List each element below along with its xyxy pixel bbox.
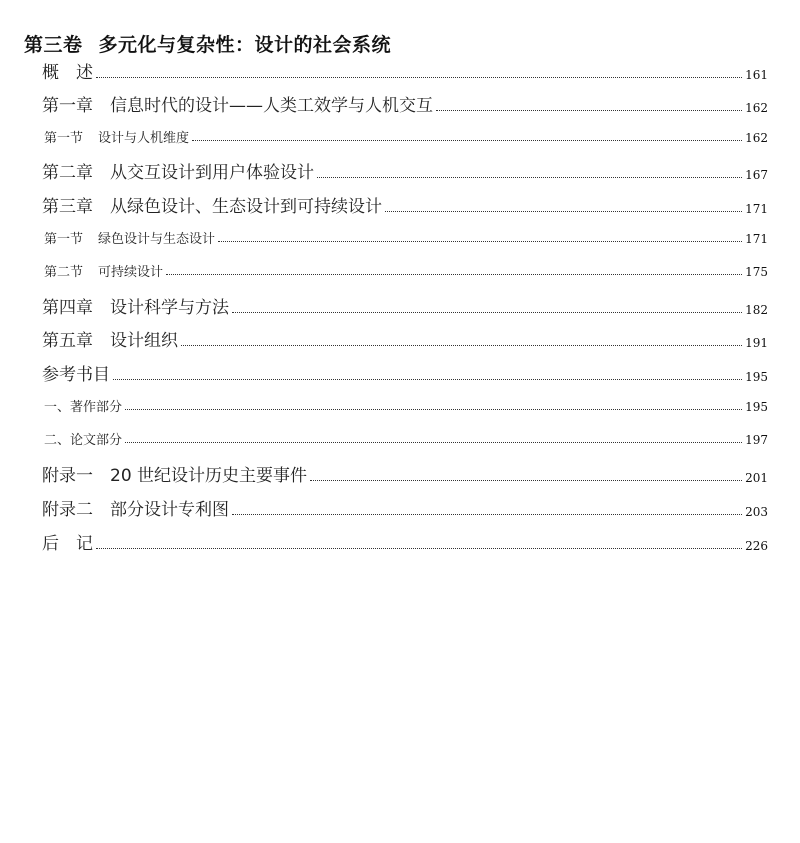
toc-entry-number: 第二章 bbox=[42, 163, 93, 183]
toc-entry-label bbox=[42, 326, 178, 351]
dot-leader bbox=[218, 241, 742, 242]
toc-entry-number: 附录一 bbox=[42, 466, 93, 486]
dot-leader bbox=[232, 514, 742, 515]
toc-entry-number: 第一节 bbox=[44, 232, 84, 247]
toc-entry-label bbox=[42, 192, 382, 217]
toc-entry-page-number: 197 bbox=[745, 433, 768, 447]
toc-entry-number: 第四章 bbox=[42, 298, 93, 318]
toc-entry[interactable] bbox=[44, 429, 768, 448]
toc-entry-page-number: 195 bbox=[745, 400, 768, 414]
toc-entry[interactable] bbox=[44, 228, 768, 247]
toc-entry[interactable] bbox=[42, 360, 768, 385]
toc-entry-title: 20 世纪设计历史主要事件 bbox=[110, 466, 308, 486]
toc-entry-title: 从交互设计到用户体验设计 bbox=[110, 163, 314, 183]
volume-name: 多元化与复杂性：设计的社会系统 bbox=[98, 34, 392, 56]
dot-leader bbox=[113, 379, 742, 380]
dot-leader bbox=[436, 110, 742, 111]
toc-entry-label bbox=[44, 429, 122, 448]
toc-entry[interactable] bbox=[42, 91, 768, 116]
dot-leader bbox=[96, 77, 742, 78]
toc-entry-number: 第三章 bbox=[42, 197, 93, 217]
toc-entry-page-number: 161 bbox=[745, 68, 768, 82]
toc-entry-label bbox=[44, 127, 189, 146]
toc-entry[interactable] bbox=[42, 529, 768, 554]
toc-entry-page-number: 201 bbox=[745, 471, 768, 485]
dot-leader bbox=[125, 442, 742, 443]
toc-entry[interactable] bbox=[42, 326, 768, 351]
dot-leader bbox=[125, 409, 742, 410]
toc-entry-label bbox=[42, 158, 314, 183]
toc-entry-page-number: 171 bbox=[745, 202, 768, 216]
dot-leader bbox=[317, 177, 742, 178]
toc-entry[interactable] bbox=[42, 58, 768, 83]
dot-leader bbox=[232, 312, 742, 313]
dot-leader bbox=[166, 274, 742, 275]
toc-entry[interactable] bbox=[42, 495, 768, 520]
toc-entry-number: 一、著作部分 bbox=[44, 400, 123, 415]
toc-entry-page-number: 175 bbox=[745, 265, 768, 279]
toc-entry-title: 设计组织 bbox=[110, 331, 178, 351]
toc-entry-title: 可持续设计 bbox=[98, 265, 164, 280]
toc-entry[interactable] bbox=[44, 127, 768, 146]
toc-entry-label bbox=[42, 529, 93, 554]
toc-entry-page-number: 226 bbox=[745, 539, 768, 553]
toc-entry[interactable] bbox=[42, 293, 768, 318]
toc-entry-label bbox=[42, 91, 433, 116]
toc-entry-label bbox=[42, 360, 110, 385]
toc-entry[interactable] bbox=[44, 261, 768, 280]
toc-entry-number: 概 述 bbox=[42, 63, 93, 83]
toc-entry-label bbox=[44, 261, 163, 280]
toc-entry-label bbox=[42, 293, 229, 318]
toc-entry-page-number: 203 bbox=[745, 505, 768, 519]
dot-leader bbox=[96, 548, 742, 549]
toc-entry-label bbox=[42, 461, 307, 486]
toc-entry-label bbox=[44, 396, 122, 415]
toc-entry[interactable] bbox=[44, 396, 768, 415]
toc-entry-page-number: 191 bbox=[745, 336, 768, 350]
toc-entry-number: 第二节 bbox=[44, 265, 84, 280]
toc-entry-page-number: 167 bbox=[745, 168, 768, 182]
dot-leader bbox=[181, 345, 742, 346]
toc-entry[interactable] bbox=[42, 461, 768, 486]
toc-entry-number: 后 记 bbox=[42, 534, 93, 554]
toc-entry-title: 设计与人机维度 bbox=[98, 131, 190, 146]
toc-entry[interactable] bbox=[42, 158, 768, 183]
toc-entry-title: 从绿色设计、生态设计到可持续设计 bbox=[110, 197, 382, 217]
dot-leader bbox=[192, 140, 742, 141]
toc-entry-page-number: 162 bbox=[745, 131, 768, 145]
toc-entry-page-number: 162 bbox=[745, 101, 768, 115]
toc-entry-number: 参考书目 bbox=[42, 365, 110, 385]
toc-entry-number: 二、论文部分 bbox=[44, 433, 123, 448]
toc-entry-label bbox=[44, 228, 215, 247]
toc-entry-label bbox=[42, 58, 93, 83]
toc-entry-number: 第一节 bbox=[44, 131, 84, 146]
volume-title bbox=[24, 30, 391, 57]
toc-entry-title: 绿色设计与生态设计 bbox=[98, 232, 216, 247]
toc-entry[interactable] bbox=[42, 192, 768, 217]
toc-entry-page-number: 195 bbox=[745, 370, 768, 384]
volume-number: 第三卷 bbox=[24, 34, 83, 56]
toc-entry-number: 第五章 bbox=[42, 331, 93, 351]
toc-entry-page-number: 182 bbox=[745, 303, 768, 317]
toc-entry-label bbox=[42, 495, 229, 520]
toc-entry-title: 信息时代的设计——人类工效学与人机交互 bbox=[110, 96, 433, 116]
toc-entry-number: 第一章 bbox=[42, 96, 93, 116]
toc-entry-page-number: 171 bbox=[745, 232, 768, 246]
toc-entry-number: 附录二 bbox=[42, 500, 93, 520]
dot-leader bbox=[310, 480, 742, 481]
toc-entry-title: 部分设计专利图 bbox=[110, 500, 229, 520]
toc-entry-title: 设计科学与方法 bbox=[110, 298, 229, 318]
dot-leader bbox=[385, 211, 742, 212]
